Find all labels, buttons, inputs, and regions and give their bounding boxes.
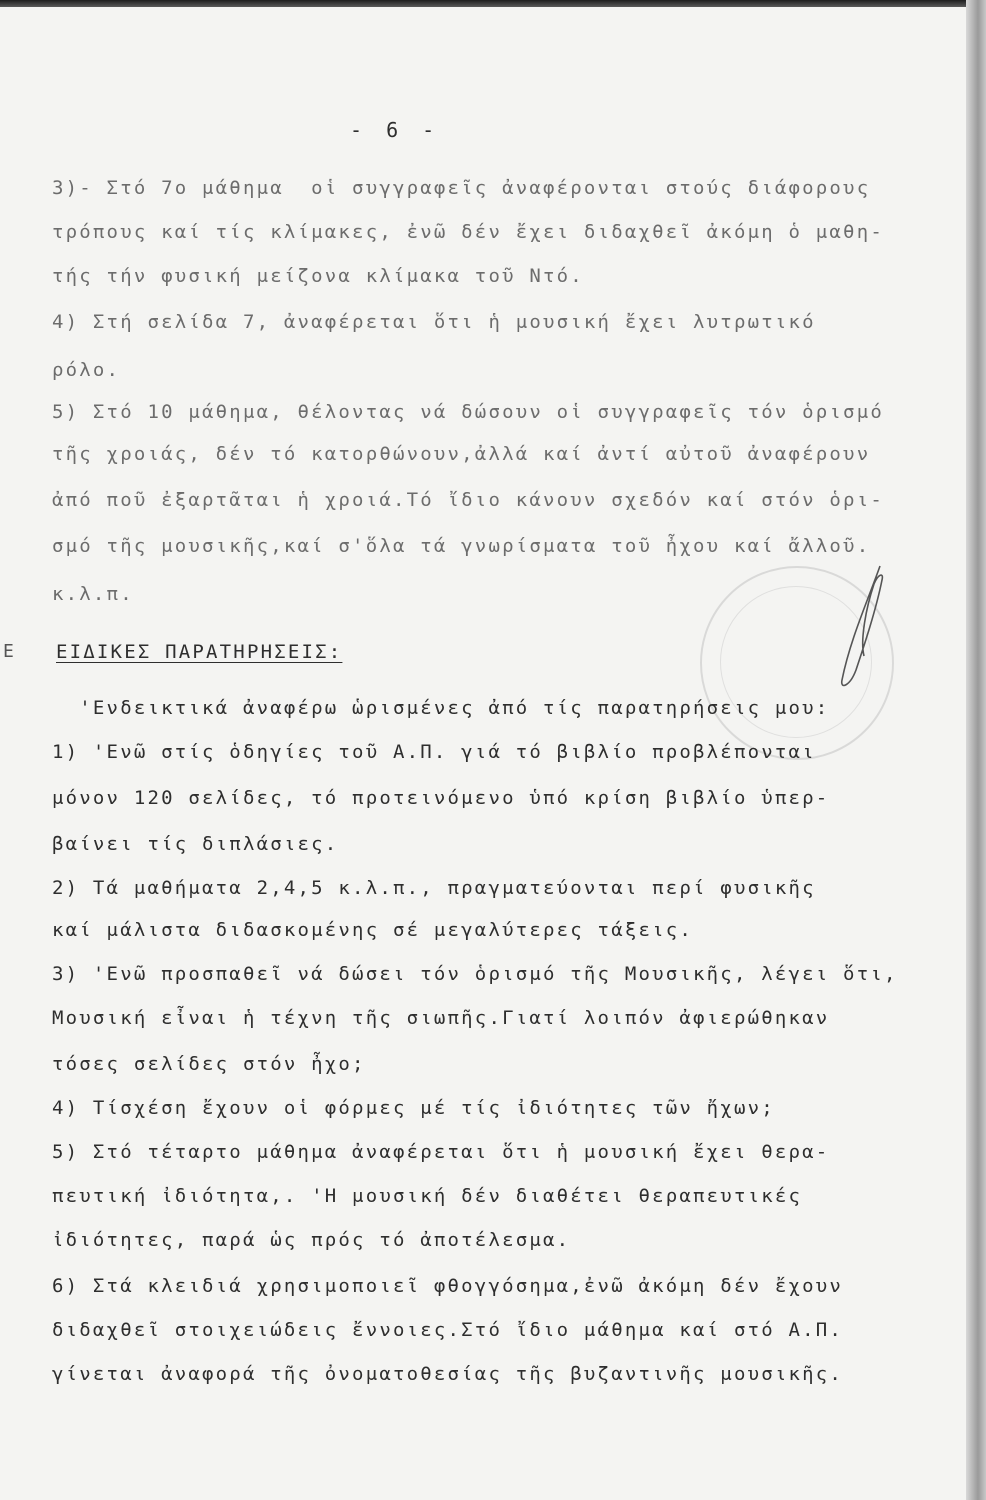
- signature-mark: [820, 560, 900, 700]
- text-line: 3) 'Ενῶ προσπαθεῖ νά δώσει τόν ὁρισμό τῆς Μουσικῆς, λέγει ὅτι,: [52, 963, 898, 985]
- text-line: 4) Τίσχέση ἔχουν οἱ φόρμες μέ τίς ἰδιότητες τῶν ἤχων;: [52, 1097, 775, 1119]
- text-line: ἀπό ποῦ ἐξαρτᾶται ἡ χροιά.Τό ἴδιο κάνουν σχεδόν καί στόν ὁρι-: [52, 489, 884, 511]
- text-line: 6) Στά κλειδιά χρησιμοποιεῖ φθογγόσημα,ἐνῶ ἀκόμη δέν ἔχουν: [52, 1275, 844, 1297]
- text-line: μόνον 120 σελίδες, τό προτεινόμενο ὑπό κρίση βιβλίο ὑπερ-: [52, 787, 830, 809]
- text-line: τόσες σελίδες στόν ἦχο;: [52, 1053, 366, 1075]
- text-line: 3)- Στό 7ο μάθημα οἱ συγγραφεῖς ἀναφέρονται στούς διάφορους: [52, 177, 871, 199]
- text-line: 5) Στό τέταρτο μάθημα ἀναφέρεται ὅτι ἡ μουσική ἔχει θερα-: [52, 1141, 830, 1163]
- text-line: σμό τῆς μουσικῆς,καί σ'ὅλα τά γνωρίσματα τοῦ ἦχου καί ἄλλοῦ.: [52, 535, 871, 557]
- scan-right-edge: [966, 0, 986, 1500]
- text-line: Μουσική εἶναι ἡ τέχνη τῆς σιωπῆς.Γιατί λοιπόν ἀφιερώθηκαν: [52, 1007, 830, 1029]
- margin-mark: Ε: [3, 641, 17, 662]
- text-line: ἰδιότητες, παρά ὡς πρός τό ἀποτέλεσμα.: [52, 1229, 571, 1251]
- text-line: 2) Τά μαθήματα 2,4,5 κ.λ.π., πραγματεύονται περί φυσικῆς: [52, 877, 816, 899]
- text-line: τῆς χροιάς, δέν τό κατορθώνουν,ἀλλά καί ἀντί αὐτοῦ ἀναφέρουν: [52, 443, 871, 465]
- text-line: 'Ενδεικτικά ἀναφέρω ὡρισμένες ἀπό τίς παρατηρήσεις μου:: [52, 697, 830, 719]
- text-line: 4) Στή σελίδα 7, ἀναφέρεται ὅτι ἡ μουσική ἔχει λυτρωτικό: [52, 311, 816, 333]
- text-line: βαίνει τίς διπλάσιες.: [52, 833, 339, 855]
- text-line: ρόλο.: [52, 359, 121, 381]
- text-line: γίνεται ἀναφορά τῆς ὀνοματοθεσίας τῆς βυζαντινῆς μουσικῆς.: [52, 1363, 844, 1385]
- page-number: - 6 -: [350, 118, 441, 142]
- scan-top-edge: [0, 0, 986, 7]
- text-line: πευτική ἰδιότητα,. 'Η μουσική δέν διαθέτει θεραπευτικές: [52, 1185, 803, 1207]
- text-line: τρόπους καί τίς κλίμακες, ἐνῶ δέν ἔχει διδαχθεῖ ἀκόμη ὁ μαθη-: [52, 221, 884, 243]
- text-line: 5) Στό 10 μάθημα, θέλοντας νά δώσουν οἱ συγγραφεῖς τόν ὁρισμό: [52, 401, 884, 423]
- section-heading: ΕΙΔΙΚΕΣ ΠΑΡΑΤΗΡΗΣΕΙΣ:: [56, 641, 343, 663]
- text-line: τής τήν φυσική μείζονα κλίμακα τοῦ Ντό.: [52, 265, 584, 287]
- text-line: κ.λ.π.: [52, 583, 134, 605]
- text-line: καί μάλιστα διδασκομένης σέ μεγαλύτερες τάξεις.: [52, 919, 694, 941]
- text-line: διδαχθεῖ στοιχειώδεις ἔννοιες.Στό ἴδιο μάθημα καί στό Α.Π.: [52, 1319, 844, 1341]
- text-line: 1) 'Ενῶ στίς ὁδηγίες τοῦ Α.Π. γιά τό βιβλίο προβλέπονται: [52, 741, 816, 763]
